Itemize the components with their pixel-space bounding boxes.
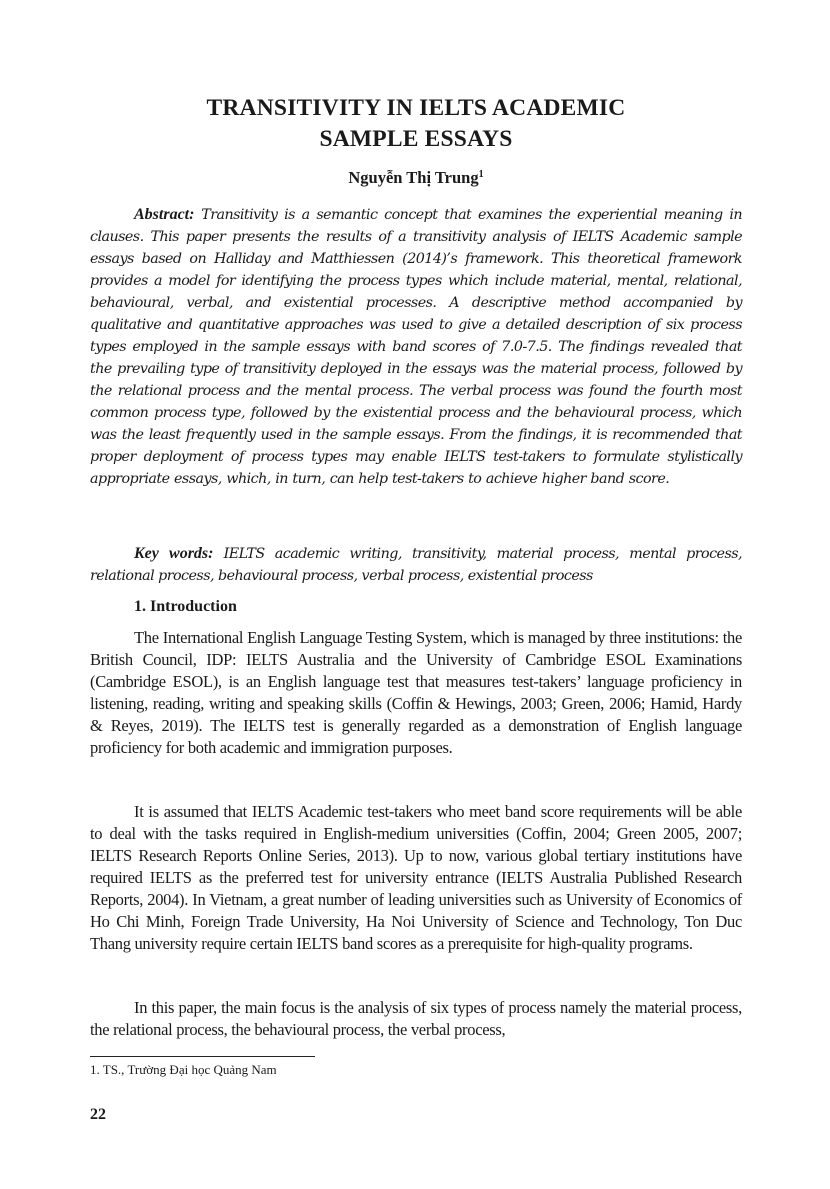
paper-title [90,93,742,155]
body-paragraph: In this paper, the main focus is the analysis of six types of process namely the material process, the relational process, the behavioural process, the verbal process, [90,998,742,1039]
title-line-2: SAMPLE ESSAYS [319,126,513,152]
author-name: Nguyễn Thị Trung [348,168,479,187]
keywords [90,543,742,587]
body-paragraph: It is assumed that IELTS Academic test-takers who meet band score requirements will be able to deal with the tasks required in English-medium universities (Coffin, 2004; Green 2005, 2007; IELTS Research Reports Online Series, 2013). Up to now, various global tertiary institutions have required IELTS as the preferred test for university entrance (IELTS Australia Published Research Reports, 2004). In Vietnam, a great number of leading universities such as University of Economics of Ho Chi Minh, Foreign Trade University, Ha Noi University of Science and Technology, Ton Duc Thang university require certain IELTS band scores as a prerequisite for high-quality programs. [90,802,742,953]
page-number: 22 [90,1106,106,1123]
keywords-text: IELTS academic writing, transitivity, material process, mental process, relational process, behavioural process, verbal process, existential process [90,546,743,584]
section-heading-introduction: 1. Introduction [134,598,237,615]
body-paragraph: The International English Language Testing System, which is managed by three institutions: the British Council, IDP: IELTS Australia and the University of Cambridge ESOL Examinations (Cambridge ESOL), is an English language test that measures test-takers’ language proficiency in listening, reading, writing and speaking skills (Coffin & Hewings, 2003; Green, 2006; Hamid, Hardy & Reyes, 2019). The IELTS test is generally regarded as a demonstration of English language proficiency for both academic and immigration purposes. [90,628,742,757]
abstract [90,204,742,490]
title-line-1: TRANSITIVITY IN IELTS ACADEMIC [206,95,626,121]
keywords-label: Key words: [134,545,214,562]
abstract-text: Transitivity is a semantic concept that examines the experiential meaning in clauses. This paper presents the results of a transitivity analysis of IELTS Academic sample essays based on Halliday and Matthiessen (2014)’s framework. This theoretical framework provides a model for identifying the process types which include material, mental, relational, behavioural, verbal, and existential processes. A descriptive method accompanied by qualitative and quantitative approaches was used to give a detailed description of six process types employed in the sample essays with band scores of 7.0-7.5. The findings revealed that the prevailing type of transitivity deployed in the essays was the material process, followed by the relational process and the mental process. The verbal process was found the fourth most common process type, followed by the existential process and the behavioural process, which was the least frequently used in the sample essays. From the findings, it is recommended that proper deployment of process types may enable IELTS test-takers to formulate stylistically appropriate essays, which, in turn, can help test-takers to achieve higher band score. [90,207,743,487]
footnote: 1. TS., Trường Đại học Quảng Nam [90,1062,277,1077]
footnote-divider [90,1056,315,1057]
author-footnote-mark: 1 [478,169,484,180]
author-line [90,168,742,188]
abstract-label: Abstract: [134,206,195,223]
